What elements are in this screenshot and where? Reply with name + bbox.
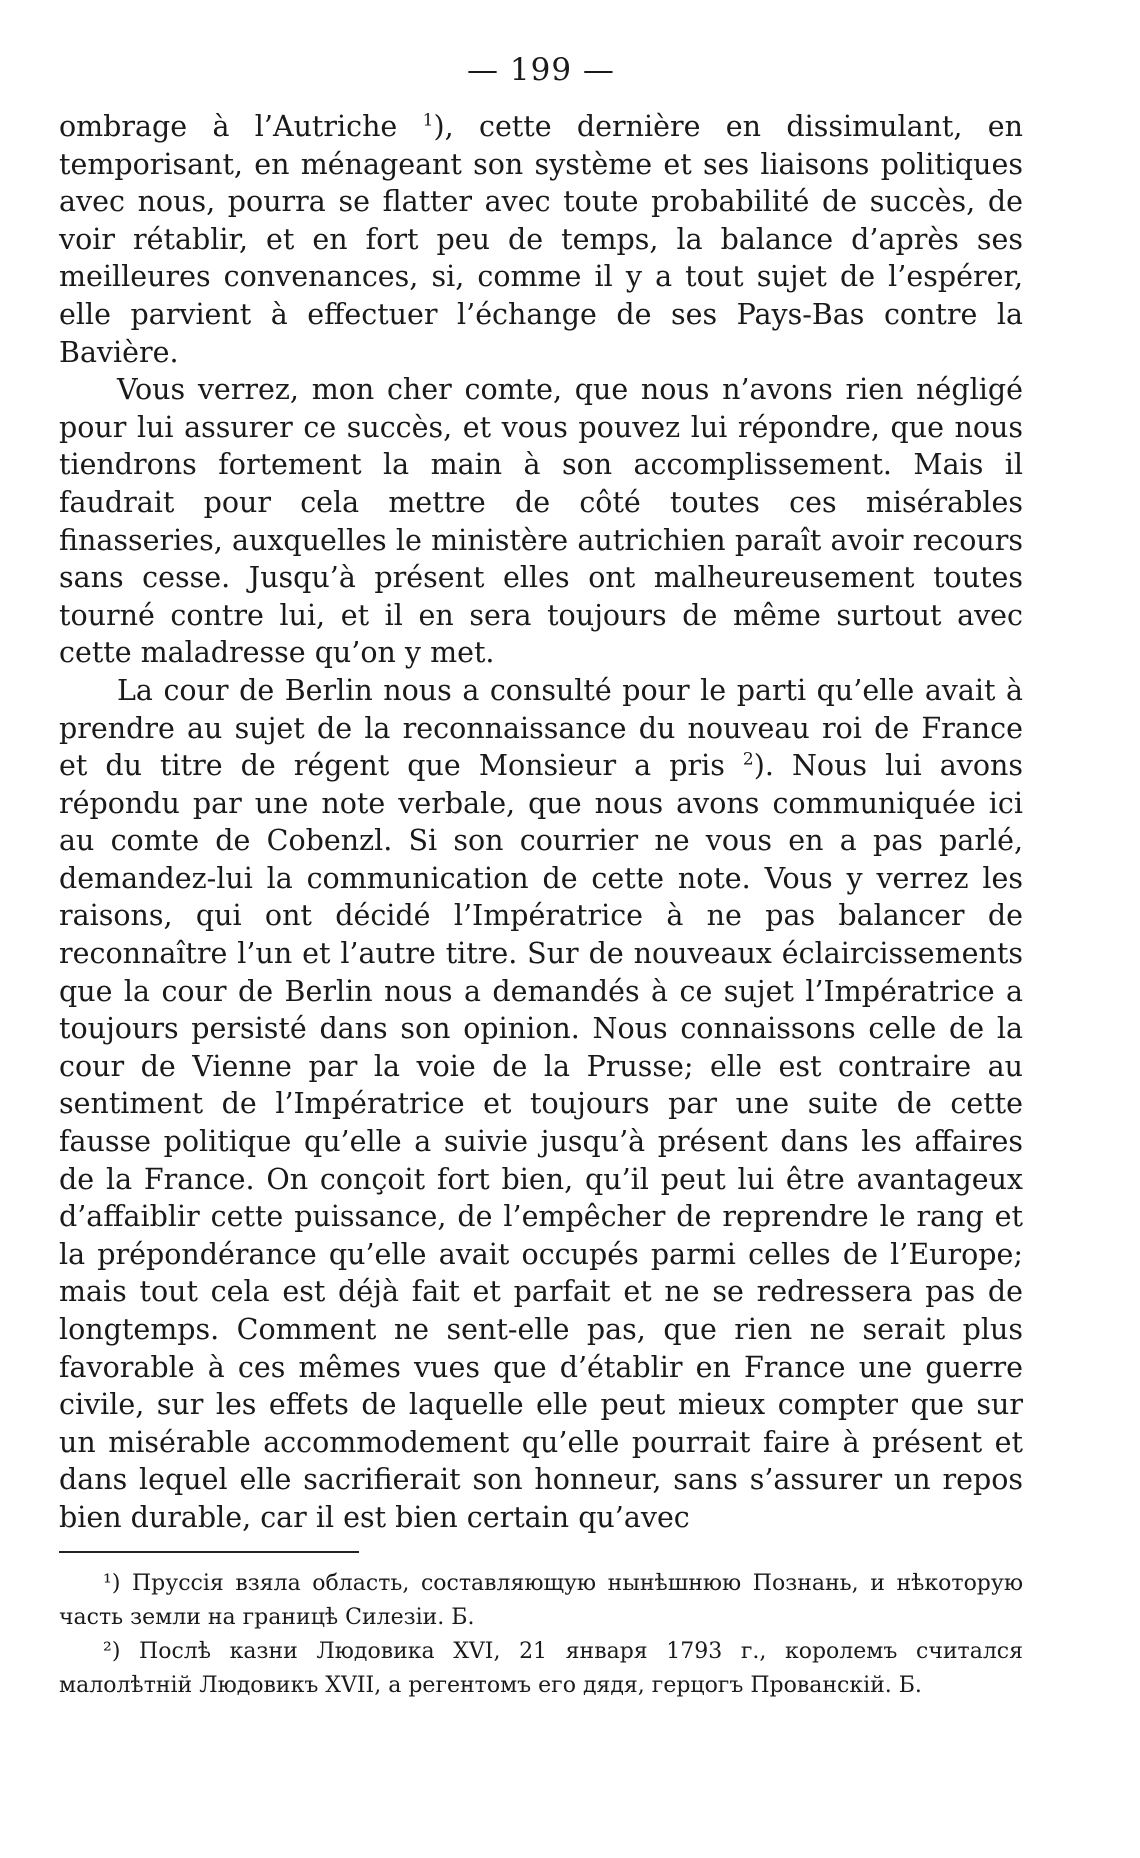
footnote-ref-2: 2 xyxy=(742,749,754,770)
page-number: — 199 — xyxy=(467,52,615,88)
footnote-ref-1: 1 xyxy=(422,110,434,131)
paragraph-2: Vous verrez, mon cher comte, que nous n’avons rien négligé pour lui assurer ce succès, et vous pouvez lui répondre, que nous tiendrons fortement la main à son accomplissement. Mais il faudrait pour cela mettre de côté toutes ces misérables finasseries, auxquelles le ministère autrichien paraît avoir recours sans cesse. Jusqu’à présent elles ont malheureusement toutes tourné contre lui, et il en sera toujours de même surtout avec cette maladresse qu’on y met. xyxy=(59,373,1023,670)
footnote-text: Послѣ казни Людовика XVI, 21 января 1793 г., королемъ считался малолѣтній Людовикъ XVII, а регентомъ его дядя, герцогъ Прованскій. Б. xyxy=(59,1638,1023,1698)
footnote-mark: ¹) xyxy=(103,1570,121,1596)
footnote-mark: ²) xyxy=(103,1638,121,1664)
paragraph-1: ombrage à l’Autriche $^1$), cette dernière en dissimulant, en temporisant, en ménageant son système et ses liaisons politiques avec nous, pourra se flatter avec toute probabilité de succès, de voir rétablir, et en fort peu de temps, la balance d’après ses meilleures convenances, si, comme il y a tout sujet de l’espérer, elle parvient à effectuer l’échange de ses Pays-Bas contre la Bavière. xyxy=(59,110,1023,369)
footnote-1 xyxy=(59,1567,1023,1635)
book-page xyxy=(59,50,1023,1703)
footnotes xyxy=(59,1567,1023,1703)
footnote-text: Пруссія взяла область, составляющую нынѣшнюю Познань, и нѣкоторую часть земли на границѣ Силезіи. Б. xyxy=(59,1570,1023,1630)
footnote-2 xyxy=(59,1635,1023,1703)
footnote-divider xyxy=(59,1551,359,1553)
body-text xyxy=(59,108,1023,1537)
paragraph-3: La cour de Berlin nous a consulté pour le parti qu’elle avait à prendre au sujet de la reconnaissance du nouveau roi de France et du titre de régent que Monsieur a pris $^2$). Nous lui avons répondu par une note verbale, que nous avons communiquée ici au comte de Cobenzl. Si son courrier ne vous en a pas parlé, demandez-lui la communication de cette note. Vous y verrez les raisons, qui ont décidé l’Impératrice à ne pas balancer de reconnaître l’un et l’autre titre. Sur de nouveaux éclaircissements que la cour de Berlin nous a demandés à ce sujet l’Impératrice a toujours persisté dans son opinion. Nous connaissons celle de la cour de Vienne par la voie de la Prusse; elle est contraire au sentiment de l’Impératrice et toujours par une suite de cette fausse politique qu’elle a suivie jusqu’à présent dans les affaires de la France. On conçoit fort bien, qu’il peut lui être avantageux d’affaiblir cette puissance, de l’empêcher de reprendre le rang et la prépondérance qu’elle avait occupés parmi celles de l’Europe; mais tout cela est déjà fait et parfait et ne se redressera pas de longtemps. Comment ne sent-elle pas, que rien ne serait plus favorable à ces mêmes vues que d’établir en France une guerre civile, sur les effets de laquelle elle peut mieux compter que sur un misérable accommodement qu’elle pourrait faire à présent et dans lequel elle sacrifierait son honneur, sans s’assurer un repos bien durable, car il est bien certain qu’avec xyxy=(59,673,1024,1534)
